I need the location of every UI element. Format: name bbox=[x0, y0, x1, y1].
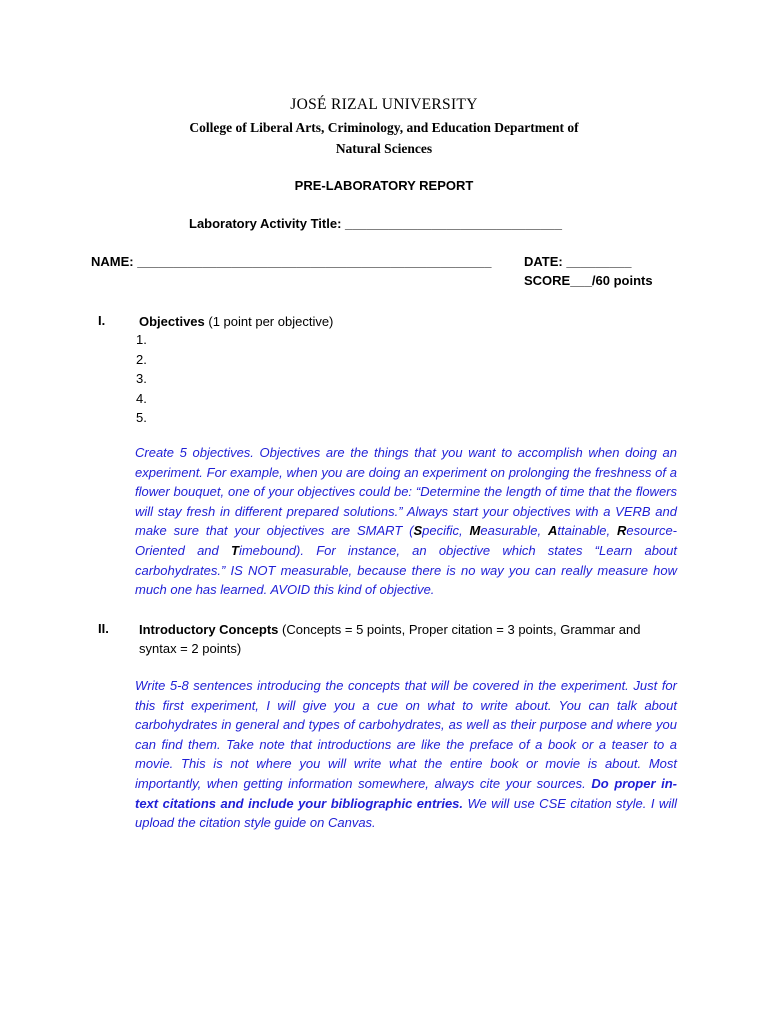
date-field[interactable]: DATE: _________ bbox=[524, 254, 632, 269]
smart-letter-s: S bbox=[413, 523, 423, 539]
smart-letter-t: T bbox=[230, 542, 239, 558]
section-2-numeral: II. bbox=[98, 621, 109, 636]
list-item: 4. bbox=[136, 390, 147, 406]
objectives-text-2: For instance, an objective which states “Learn about carbohydrates.” IS NOT measurable, because there is no way you can really measure how much one has learned. AVOID this kind of objective. bbox=[135, 542, 677, 598]
section-1-numeral: I. bbox=[98, 313, 106, 328]
objectives-points: (1 point per objective) bbox=[204, 314, 334, 329]
smart-rest-m: easurable, bbox=[480, 523, 548, 539]
introductory-concepts-heading: Introductory Concepts bbox=[139, 622, 279, 637]
score-field[interactable]: SCORE___/60 points bbox=[524, 273, 653, 288]
smart-letter-r: R bbox=[617, 523, 627, 539]
list-item: 3. bbox=[136, 371, 147, 386]
lab-activity-title-field[interactable]: Laboratory Activity Title: ______________________________ bbox=[189, 216, 562, 231]
smart-rest-a: ttainable, bbox=[557, 523, 618, 539]
list-item: 2. bbox=[136, 351, 147, 367]
objectives-instructions bbox=[135, 443, 677, 600]
intro-text-2: We will use CSE citation style. I will upload the citation style guide on Canvas. bbox=[135, 795, 677, 831]
list-item: 1. bbox=[136, 332, 147, 347]
objectives-list bbox=[136, 330, 147, 428]
university-name: JOSÉ RIZAL UNIVERSITY bbox=[290, 96, 478, 113]
report-title: PRE-LABORATORY REPORT bbox=[294, 178, 474, 193]
introductory-concepts-points: (Concepts = 5 points, Proper citation = 3 points, Grammar and syntax = 2 points) bbox=[139, 622, 641, 656]
objectives-text-1: Create 5 objectives. Objectives are the things that you want to accomplish when doing an experiment. For example, when you are doing an experiment on prolonging the freshness of a flower bouquet, one of your objectives could be: “Determine the length of time that the flowers will stay fresh in different prepared solutions.” Always start your objectives with a VERB and make sure that your objectives are SMART ( bbox=[135, 445, 677, 539]
smart-letter-a: A bbox=[547, 523, 558, 539]
section-2-heading bbox=[139, 620, 679, 658]
intro-text-1: Write 5-8 sentences introducing the concepts that will be covered in the experiment. Just for this first experiment, I will give you a cue on what to write about. You can talk about carbohydrates in general and types of carbohydrates, as well as their purpose and where you can find them. Take note that introductions are like the preface of a book or a teaser to a movie. This is not where you will write what the entire book or movie is about. Most importantly, when getting information somewhere, always cite your sources. bbox=[135, 678, 677, 791]
smart-rest-s: pecific, bbox=[422, 523, 470, 539]
objectives-heading: Objectives bbox=[139, 314, 205, 329]
intro-text-bold: Do proper in-text citations and include your bibliographic entries. bbox=[135, 775, 678, 811]
introductory-concepts-instructions bbox=[135, 676, 677, 833]
name-field[interactable]: NAME: _________________________________________________ bbox=[91, 254, 492, 269]
smart-rest-t: imebound). bbox=[238, 542, 304, 558]
list-item: 5. bbox=[136, 410, 147, 425]
smart-rest-r: esource-Oriented and bbox=[135, 523, 677, 558]
smart-letter-m: M bbox=[469, 523, 481, 539]
section-1-heading bbox=[139, 312, 333, 331]
department-name: Natural Sciences bbox=[335, 141, 433, 156]
college-name: College of Liberal Arts, Criminology, and Education Department of bbox=[189, 120, 579, 135]
